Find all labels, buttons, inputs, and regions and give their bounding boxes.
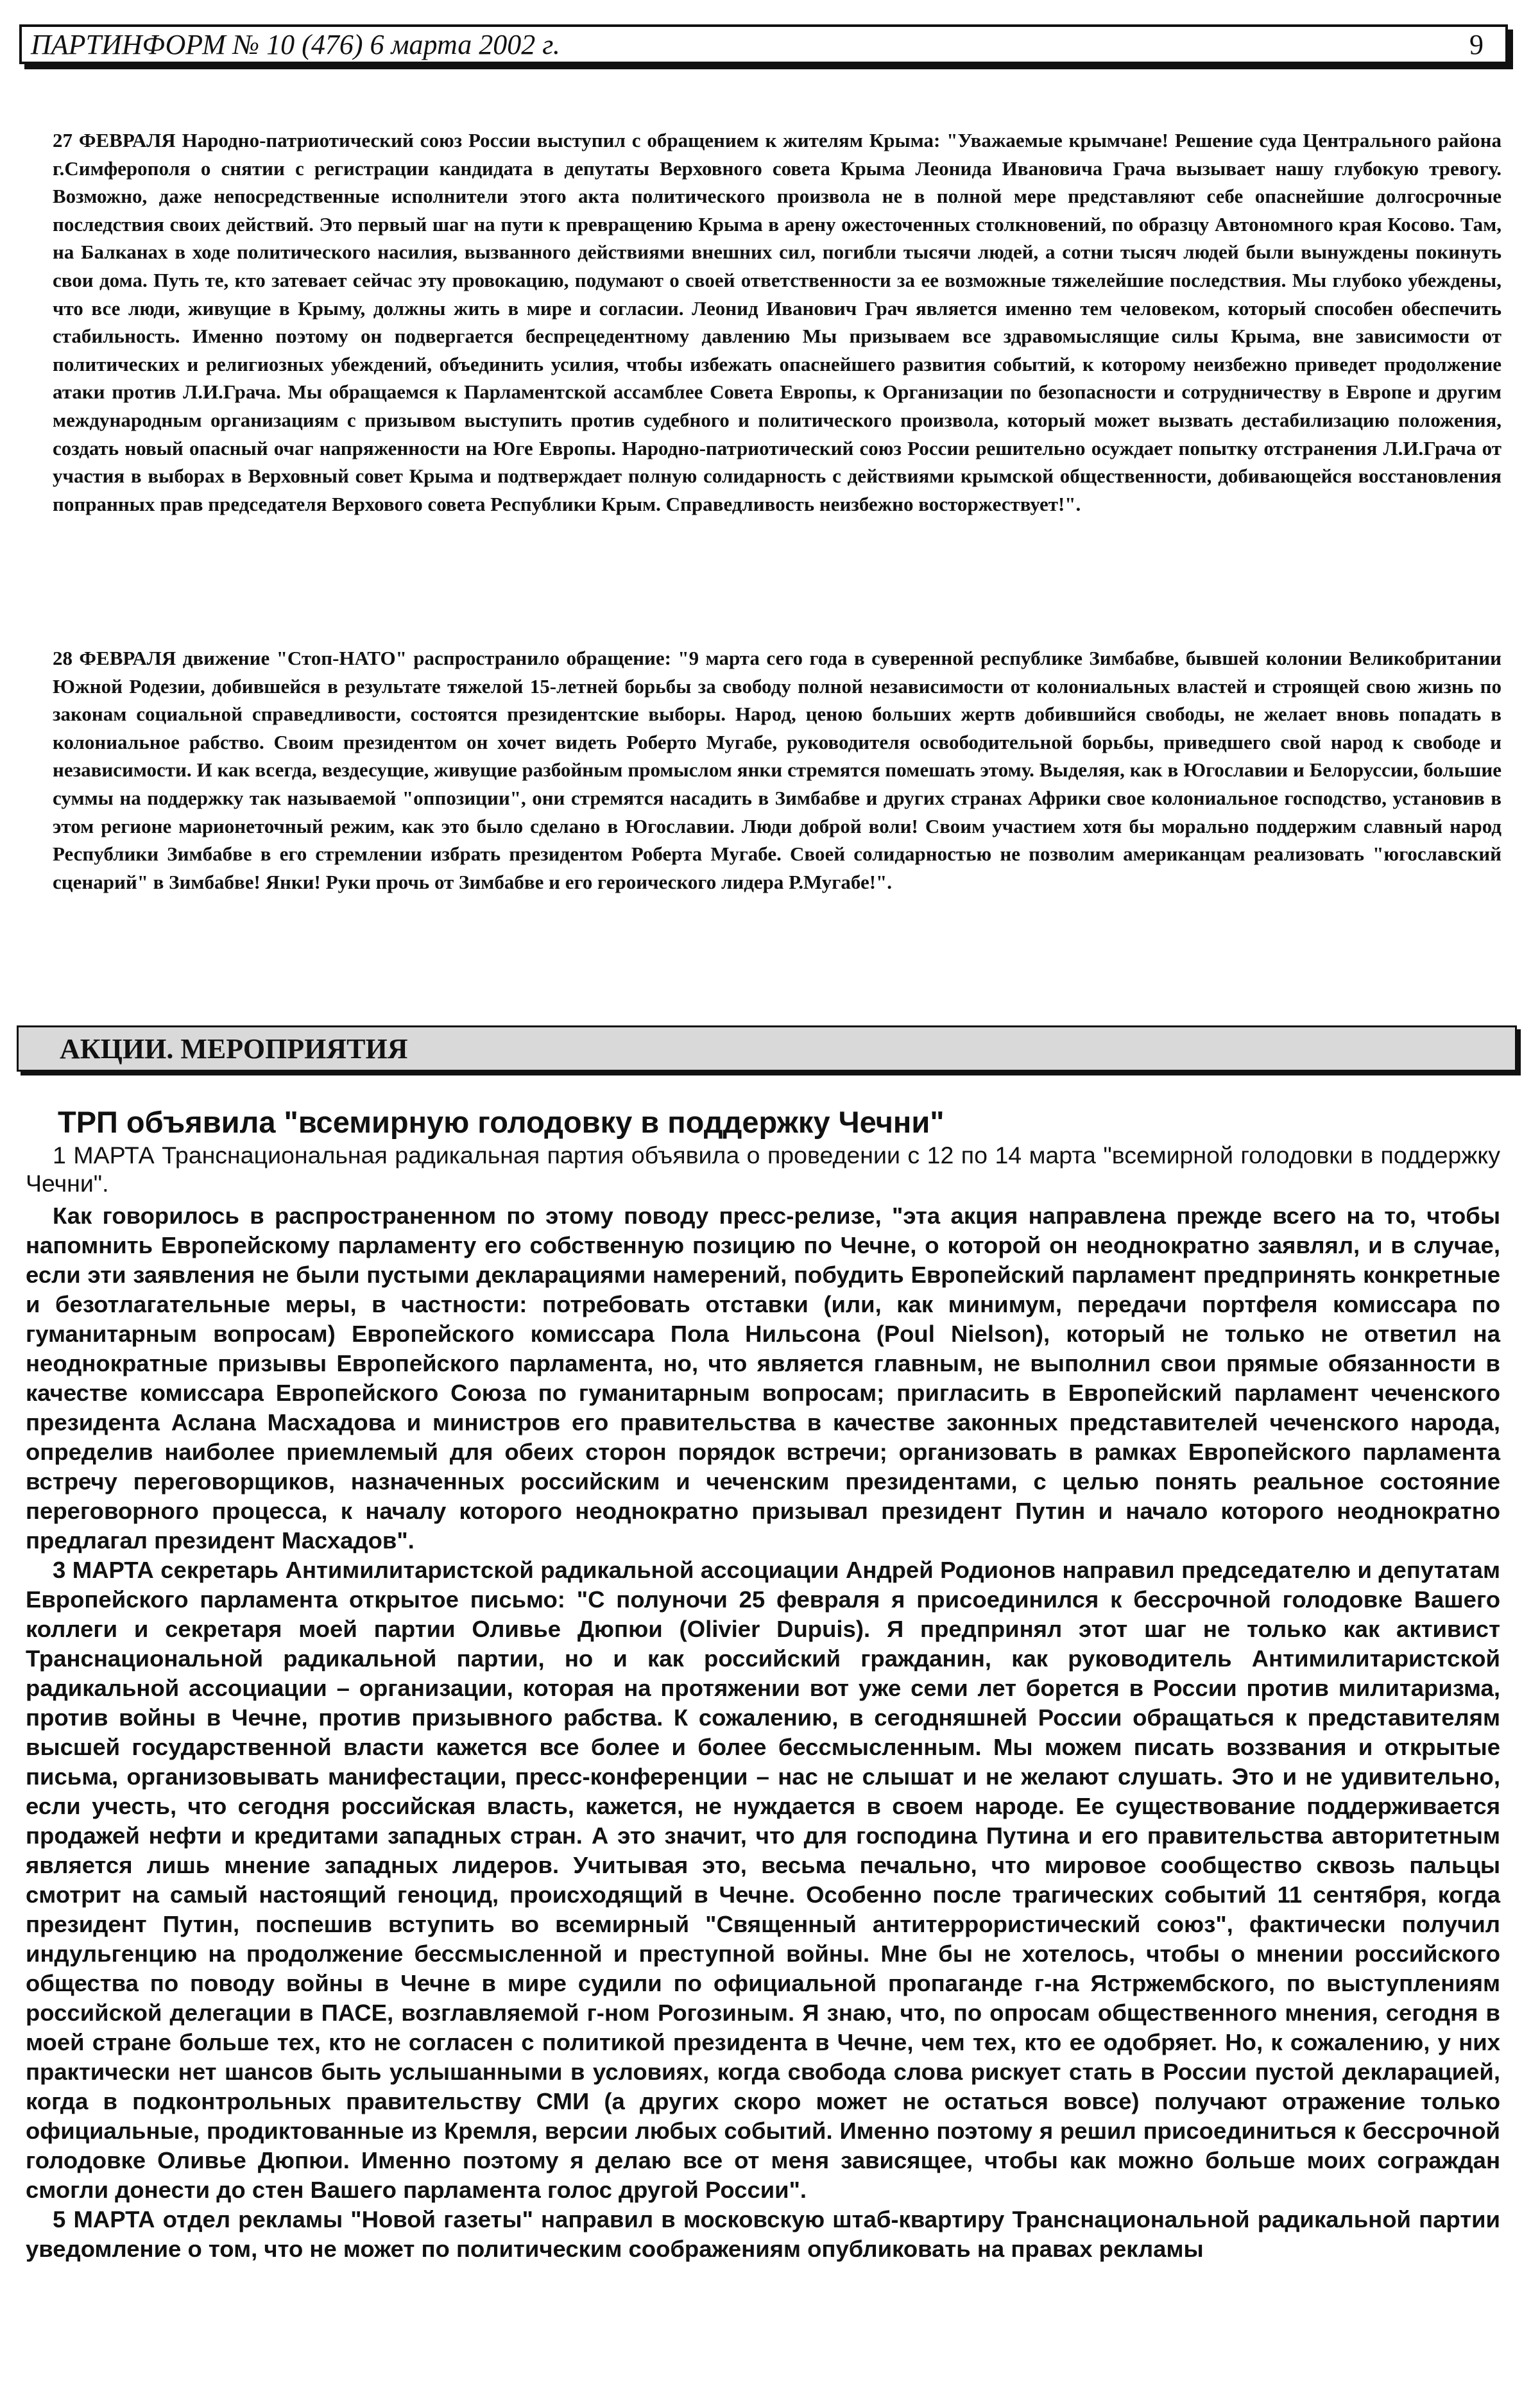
news-item-feb-28: 28 ФЕВРАЛЯ движение "Стоп-НАТО" распространило обращение: "9 марта сего года в суверенной республике Зимбабве, бывшей колонии Великобритании Южной Родезии, добившейся в результате тяжелой 15-летней борьбы за свободу полной независимости от колониальных властей и строящей свою жизнь по законам социальной справедливости, состоятся президентские выборы. Народ, ценою больших жертв добившийся свободы, не желает вновь попадать в колониальное рабство. Своим президентом он хочет видеть Роберто Мугабе, руководителя освободительной борьбы, приведшего свой народ к свободе и независимости. И как всегда, вездесущие, живущие разбойным промыслом янки стремятся помешать этому. Выделяя, как в Югославии и Белоруссии, большие суммы на поддержку так называемой "оппозиции", они стремятся насадить в Зимбабве и других странах Африки свое колониальное господство, установив в этом регионе марионеточный режим, как это было сделано в Югославии. Люди доброй воли! Своим участием хотя бы морально поддержим славный народ Республики Зимбабве в его стремлении избрать президентом Роберта Мугабе. Своей солидарностью не позволим американцам реализовать "югославский сценарий" в Зимбабве! Янки! Руки прочь от Зимбабве и его героического лидера Р.Мугабе!".	[53, 647, 1502, 893]
page-header	[19, 24, 1508, 64]
article-title: ТРП объявила "всемирную голодовку в поддержку Чечни"	[58, 1105, 945, 1139]
header-shadow	[1508, 30, 1513, 69]
header-shadow-bottom	[24, 64, 1513, 69]
article-paragraph: 3 МАРТА секретарь Антимилитаристской радикальной ассоциации Андрей Родионов направил председателю и депутатам Европейского парламента открытое письмо: "С полуночи 25 февраля я присоединился к бессрочной голодовке Вашего коллеги и секретаря моей партии Оливье Дюпюи (Olivier Dupuis). Я предпринял этот шаг не только как активист Транснациональной радикальной партии, но и как российский гражданин, как руководитель Антимилитаристской радикальной ассоциации – организации, которая на протяжении вот уже семи лет борется в России против милитаризма, против войны в Чечне, против призывного рабства. К сожалению, в сегодняшней России обращаться к представителям высшей государственной власти кажется все более и более бессмысленным. Мы можем писать воззвания и открытые письма, организовывать манифестации, пресс-конференции – нас не слышат и не желают слушать. Это и не удивительно, если учесть, что сегодня российская власть, кажется, не нуждается в своем народе. Ее существование поддерживается продажей нефти и кредитами западных стран. А это значит, что для господина Путина и его правительства авторитетным является лишь мнение западных лидеров. Учитывая это, весьма печально, что мировое сообщество сквозь пальцы смотрит на самый настоящий геноцид, происходящий в Чечне. Особенно после трагических событий 11 сентября, когда президент Путин, поспешив вступить во всемирный "Священный антитеррористический союз", фактически получил индульгенцию на продолжение бессмысленной и преступной войны. Мне бы не хотелось, чтобы о мнении российского общества по поводу войны в Чечне в мире судили по официальной пропаганде г-на Ястржембского, по выступлениям российской делегации в ПАСЕ, возглавляемой г-ном Рогозиным. Я знаю, что, по опросам общественного мнения, сегодня в моей стране больше тех, кто не согласен с политикой президента в Чечне, чем тех, кто ее одобряет. Но, к сожалению, у них практически нет шансов быть услышанными в условиях, когда свобода слова рискует стать в России пустой декларацией, когда в подконтрольных правительству СМИ (а других скоро может не остаться вовсе) получают отражение только официальные, продиктованные из Кремля, версии любых событий. Именно поэтому я решил присоединиться к бессрочной голодовке Оливье Дюпюи. Именно поэтому я делаю все от меня зависящее, чтобы как можно больше моих сограждан смогли донести до стен Вашего парламента голос другой России".	[26, 1557, 1500, 2203]
article-lead: 1 МАРТА Транснациональная радикальная партия объявила о проведении с 12 по 14 марта "всемирной голодовки в поддержку Чечни".	[26, 1142, 1500, 1197]
article-paragraph: 5 МАРТА отдел рекламы "Новой газеты" направил в московскую штаб-квартиру Транснациональной радикальной партии уведомление о том, что не может по политическим соображениям опубликовать на правах рекламы	[26, 2206, 1500, 2262]
section-title: АКЦИИ. МЕРОПРИЯТИЯ	[60, 1033, 408, 1065]
article-paragraph: Как говорилось в распространенном по этому поводу пресс-релизе, "эта акция направлена прежде всего на то, чтобы напомнить Европейскому парламенту его собственную позицию по Чечне, о которой он неоднократно заявлял, и в случае, если эти заявления не были пустыми декларациями намерений, побудить Европейский парламент предпринять конкретные и безотлагательные меры, в частности: потребовать отставки (или, как минимум, передачи портфеля комиссара по гуманитарным вопросам) Европейского комиссара Пола Нильсона (Poul Nielson), который не только не ответил на неоднократные призывы Европейского парламента, но, что является главным, не выполнил свои прямые обязанности в качестве комиссара Европейского Союза по гуманитарным вопросам; пригласить в Европейский парламент чеченского президента Аслана Масхадова и министров его правительства в качестве законных представителей чеченского народа, определив наиболее приемлемый для обеих сторон порядок встречи; организовать в рамках Европейского парламента встречу переговорщиков, назначенных российским и чеченским президентами, с целью понять реальное состояние переговорного процесса, к началу которого неоднократно призывал президент Путин и начало которого неоднократно предлагал президент Масхадов".	[26, 1203, 1500, 1554]
publication-title: ПАРТИНФОРМ № 10 (476) 6 марта 2002 г.	[31, 28, 560, 60]
page-number: 9	[1469, 28, 1484, 60]
article-body	[26, 1201, 1500, 2264]
news-item-feb-27: 27 ФЕВРАЛЯ Народно-патриотический союз России выступил с обращением к жителям Крыма: "Уважаемые крымчане! Решение суда Центрального района г.Симферополя о снятии с регистрации кандидата в депутаты Верховного совета Крыма Леонида Ивановича Грача вызывает нашу глубокую тревогу. Возможно, даже непосредственные исполнители этого акта политического произвола не в полной мере представляют себе опаснейшие долгосрочные последствия своих действий. Это первый шаг на пути к превращению Крыма в арену ожесточенных столкновений, по образцу Автономного края Косово. Там, на Балканах в ходе политического насилия, вызванного действиями внешних сил, погибли тысячи людей, а сотни тысяч людей были вынуждены покинуть свои дома. Путь те, кто затевает сейчас эту провокацию, подумают о своей ответственности за ее возможные тяжелейшие последствия. Мы глубоко убеждены, что все люди, живущие в Крыму, должны жить в мире и согласии. Леонид Иванович Грач является именно тем человеком, который способен обеспечить стабильность. Именно поэтому он подвергается беспрецедентному давлению Мы призываем все здравомыслящие силы Крыма, вне зависимости от политических и религиозных убеждений, объединить усилия, чтобы избежать опаснейшего развития событий, к которому неизбежно приведет продолжение атаки против Л.И.Грача. Мы обращаемся к Парламентской ассамблее Совета Европы, к Организации по безопасности и сотрудничеству в Европе и другим международным организациям с призывом выступить против судебного и политического произвола, который может вызвать дестабилизацию положения, создать новый опасный очаг напряженности на Юге Европы. Народно-патриотический союз России решительно осуждает попытку отстранения Л.И.Грача от участия в выборах в Верховный совет Крыма и подтверждает полную солидарность с действиями крымской общественности, добивающейся восстановления попранных прав председателя Верхового совета Республики Крым. Справедливость неизбежно восторжествует!".	[53, 129, 1502, 515]
section-header	[17, 1025, 1517, 1072]
